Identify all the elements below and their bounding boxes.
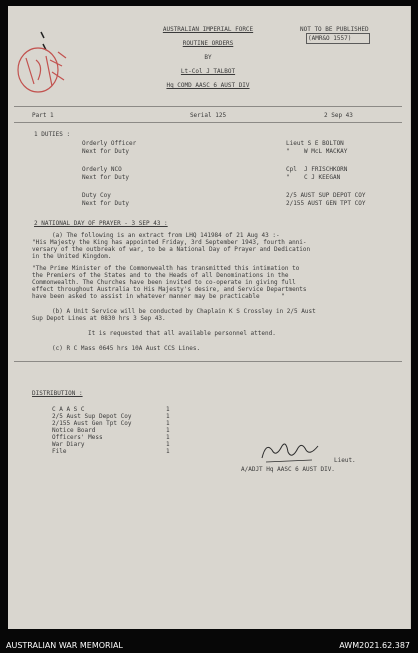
distribution-heading: DISTRIBUTION : [32, 390, 83, 397]
para-a-line: versary of the outbreak of war, to be a National Day of Prayer and Dedication [32, 246, 311, 253]
duty-label: Orderly NCO [82, 166, 122, 173]
amro-box [306, 33, 370, 44]
prayer-day-heading: 2 NATIONAL DAY OF PRAYER - 3 SEP 43 : [34, 220, 168, 227]
handwritten-signature [256, 436, 326, 466]
attendance-request: It is requested that all available personnel attend. [88, 330, 276, 337]
distribution-count: 1 [166, 420, 170, 427]
duty-value: " C J KEEGAN [286, 174, 341, 181]
quote-line: "The Prime Minister of the Commonwealth has transmitted this intimation to [32, 265, 300, 272]
duty-label: Next for Duty [82, 200, 129, 207]
para-c-line: (c) R C Mass 0645 hrs 10A Aust CCS Lines. [52, 345, 201, 352]
distribution-count: 1 [166, 441, 170, 448]
part-label: Part 1 [32, 112, 54, 119]
footer-accession-number: AWM2021.62.387 [339, 641, 410, 650]
amro-reference: (AMR&O 1557) [308, 35, 352, 42]
not-published-label: NOT TO BE PUBLISHED [300, 26, 369, 33]
officer-name: Lt-Col J TALBOT [180, 68, 236, 75]
distribution-count: 1 [166, 434, 170, 441]
quote-line: effect throughout Australia to His Majesty's desire, and Service Departments [32, 286, 307, 293]
distribution-item: File [52, 448, 67, 455]
quote-line: have been asked to assist in whatever manner may be practicable " [32, 293, 285, 300]
distribution-count: 1 [166, 448, 170, 455]
duty-value: 2/5 AUST SUP DEPOT COY [286, 192, 366, 199]
rule-top [14, 106, 402, 107]
duties-heading: 1 DUTIES : [34, 131, 71, 138]
quote-line: Commonwealth. The Churches have been invited to co-operate in giving full [32, 279, 296, 286]
distribution-item: C A A S C [52, 406, 85, 413]
duty-label: Next for Duty [82, 174, 129, 181]
distribution-count: 1 [166, 413, 170, 420]
signature-rank: Lieut. [334, 457, 356, 464]
distribution-count: 1 [166, 427, 170, 434]
para-a-line: (a) The following is an extract from LHQ 141984 of 21 Aug 43 :- [52, 232, 280, 239]
footer-source: AUSTRALIAN WAR MEMORIAL [6, 641, 123, 650]
order-title: AUSTRALIAN IMPERIAL FORCE [162, 26, 254, 33]
rule-distribution [14, 361, 402, 362]
distribution-item: War Diary [52, 441, 85, 448]
by-line: BY [204, 54, 212, 61]
distribution-count: 1 [166, 406, 170, 413]
order-subtitle: ROUTINE ORDERS [182, 40, 234, 47]
duty-label: Duty Coy [82, 192, 111, 199]
date-label: 2 Sep 43 [324, 112, 353, 119]
para-a-line: "His Majesty the King has appointed Friday, 3rd September 1943, fourth anni- [32, 239, 307, 246]
red-handwritten-stamp [12, 40, 70, 98]
document-page [8, 6, 411, 629]
duty-value: Lieut S E BOLTON [286, 140, 344, 147]
duty-value: 2/155 AUST GEN TPT COY [286, 200, 366, 207]
serial-label: Serial 125 [189, 112, 227, 119]
duty-value: Cpl J FRISCHKORN [286, 166, 348, 173]
signature-role: A/ADJT Hq AASC 6 AUST DIV. [241, 466, 335, 473]
duty-label: Next for Duty [82, 148, 129, 155]
duty-value: " W McL MACKAY [286, 148, 348, 155]
para-b-line: Sup Depot Lines at 0830 hrs 3 Sep 43. [32, 315, 166, 322]
para-a-line: in the United Kingdom. [32, 253, 112, 260]
quote-line: the Premiers of the States and to the Heads of all Denominations in the [32, 272, 289, 279]
distribution-item: 2/5 Aust Sup Depot Coy [52, 413, 132, 420]
unit-name: Hq COMD AASC 6 AUST DIV [166, 82, 250, 89]
distribution-item: 2/155 Aust Gen Tpt Coy [52, 420, 132, 427]
distribution-item: Officers' Mess [52, 434, 103, 441]
duty-label: Orderly Officer [82, 140, 137, 147]
distribution-item: Notice Board [52, 427, 96, 434]
para-b-line: (b) A Unit Service will be conducted by Chaplain K S Crossley in 2/5 Aust [52, 308, 316, 315]
rule-part [14, 122, 402, 123]
